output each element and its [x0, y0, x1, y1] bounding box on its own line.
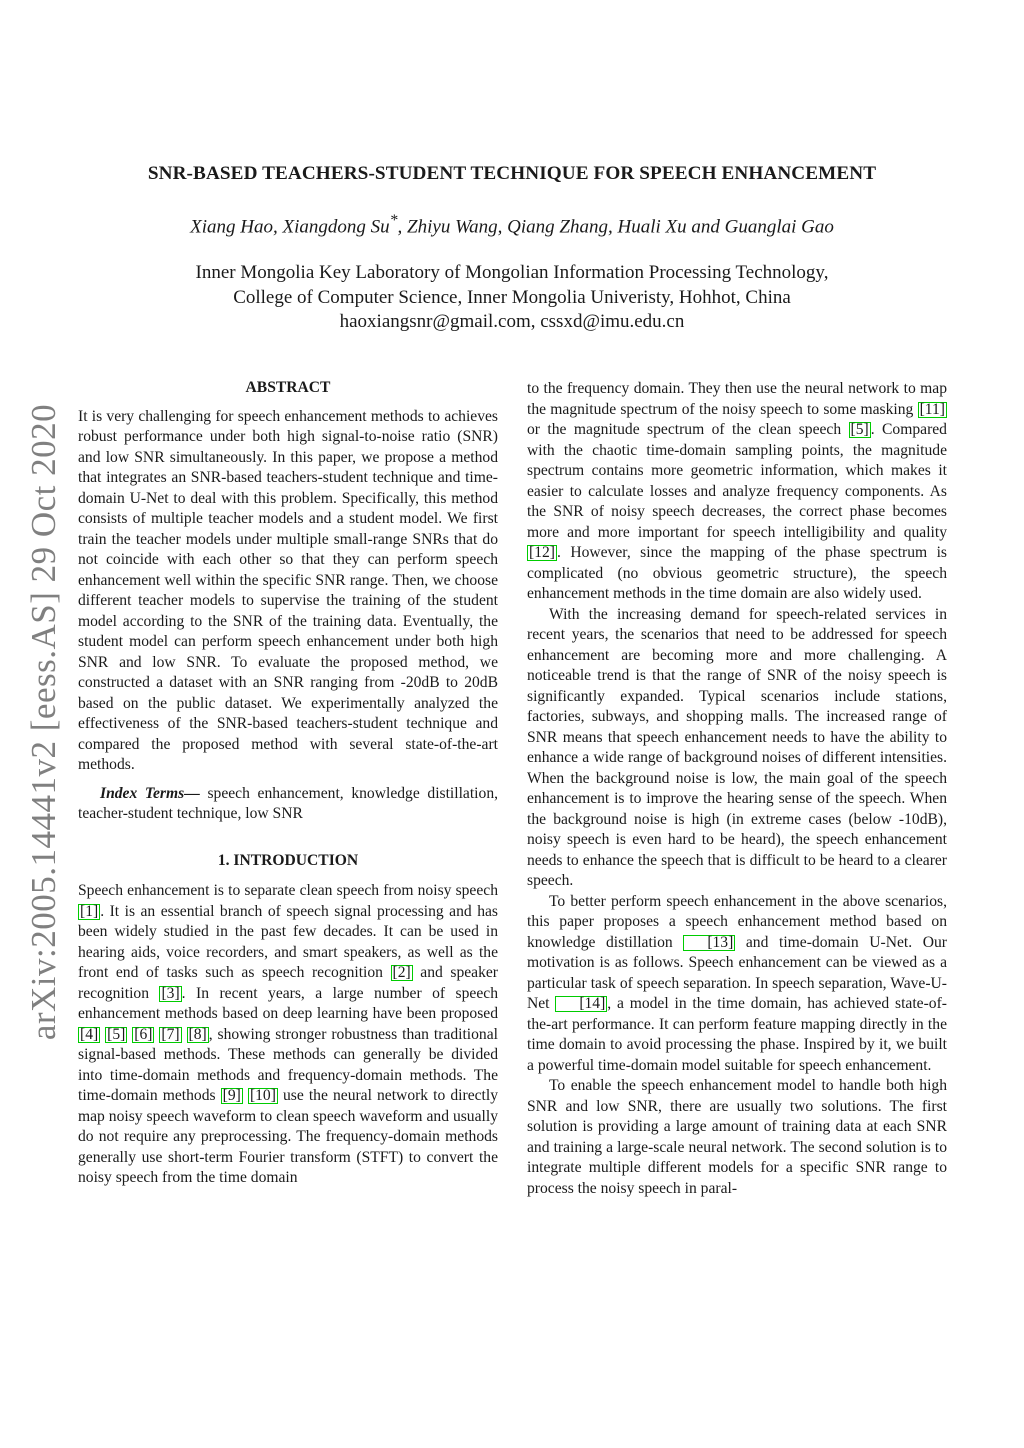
abstract-text: It is very challenging for speech enhancement methods to achieves robust performance under both high signal-to-noise ratio (SNR) and low SNR simultaneously. In this paper, we propose a method that integrates an SNR-based teachers-student technique and time-domain U-Net to deal with this problem. Specifically, this method consists of multiple teacher models and a student model. We first train the teacher models under multiple small-range SNRs that do not coincide with each other so that they can perform speech enhancement well within the specific SNR range. Then, we choose different teacher models to supervise the training of the student model according to the SNR of the training data. Eventually, the student model can perform speech enhancement under both high SNR and low SNR. To evaluate the proposed method, we constructed a dataset with an SNR ranging from -20dB to 20dB based on the public dataset. We experimentally analyzed the effectiveness of the SNR-based teachers-student technique and compared the proposed method with several state-of-the-art methods. — [78, 407, 498, 773]
text-run: and speaker recognition — [78, 964, 498, 1002]
intro-paragraph-1 — [78, 881, 498, 1189]
text-run: To better perform speech enhancement in the above scenarios, this paper proposes a speech enhancement method based on knowledge distillation — [527, 892, 947, 951]
text-run: to the frequency domain. They then use the neural network to map the magnitude spectrum of the noisy speech to some masking — [527, 380, 947, 418]
citation-link[interactable]: [2] — [392, 964, 411, 981]
citation-link[interactable]: [7] — [161, 1025, 180, 1043]
citation-link[interactable]: [11] — [919, 400, 945, 418]
text-run: . In recent years, a large number of speech enhancement methods based on deep learning have been proposed — [78, 984, 498, 1022]
index-terms-label: Index Terms— — [100, 784, 200, 802]
citation-link[interactable]: [10] — [249, 1087, 276, 1104]
text-run: . However, since the mapping of the phase spectrum is complicated (no obvious geometric structure), the speech enhancement methods in the time domain are also widely used. — [527, 544, 947, 602]
right-column — [527, 379, 947, 1199]
citation-link[interactable]: [12] — [529, 544, 555, 561]
author-list — [0, 212, 1024, 238]
citation-link[interactable]: [3] — [161, 984, 180, 1002]
intro-paragraph-1-continued — [527, 379, 947, 605]
corresponding-star: * — [389, 212, 398, 229]
intro-paragraph-2: With the increasing demand for speech-related services in recent years, the scenarios that need to be addressed for speech enhancement are becoming more and more challenging. A noticeable trend is that the range of SNR of the noisy speech is significantly expanded. Typical scenarios include stations, factories, subways, and shopping malls. The increased range of SNR means that speech enhancement needs to have the ability to enhance a wide range of background noises of different intensities. When the background noise is low, the main goal of the speech enhancement is to improve the hearing sense of the speech. When the background noise is high (in extreme cases (below -10dB), noisy speech is even hard to be heard), the speech enhancement needs to enhance the speech that is difficult to be heard to a clearer speech. — [527, 605, 947, 889]
abstract-heading: ABSTRACT — [245, 379, 331, 396]
citation-link[interactable]: [1] — [80, 902, 99, 920]
author-emails: haoxiangsnr@gmail.com, cssxd@imu.edu.cn — [339, 311, 685, 332]
citation-link[interactable]: [14] — [555, 996, 607, 1012]
authors-first: Xiang Hao, Xiangdong Su — [190, 216, 390, 238]
text-run: and time-domain U-Net. Our motivation is as follows. Speech enhancement can be viewed as a particular task of speech separation. In speech separation, Wave-U-Net — [527, 933, 947, 1012]
arxiv-identifier: arXiv:2005.14441v2 [eess.AS] 29 Oct 2020 — [24, 403, 63, 1041]
index-terms-text: speech enhancement, knowledge distillation, teacher-student technique, low SNR — [78, 784, 499, 822]
text-run: , showing stronger robustness than traditional signal-based methods. These methods can generally be divided into time-domain methods and frequency-domain methods. The time-domain methods — [78, 1025, 498, 1104]
paper-title: SNR-BASED TEACHERS-STUDENT TECHNIQUE FOR SPEECH ENHANCEMENT — [147, 163, 877, 184]
intro-paragraph-3 — [527, 892, 947, 1077]
affiliation-line-2: College of Computer Science, Inner Mongolia Univeristy, Hohhot, China — [233, 286, 791, 308]
citation-link[interactable]: [4] — [80, 1025, 99, 1043]
affiliation-line-1: Inner Mongolia Key Laboratory of Mongolian Information Processing Technology, — [195, 262, 829, 283]
text-run: use the neural network to directly map noisy speech waveform to clean speech waveform and usually do not require any preprocessing. The frequency-domain methods generally use short-term Fourier transform (STFT) to convert the noisy speech from the time domain — [78, 1087, 498, 1186]
index-terms — [78, 784, 498, 825]
text-run: , a model in the time domain, has achieved state-of-the-art performance. It can perform feature mapping directly in the time domain to avoid processing the phase. Inspired by it, we built a powerful time-domain model suitable for speech enhancement. — [527, 995, 947, 1074]
authors-rest: , Zhiyu Wang, Qiang Zhang, Huali Xu and Guanglai Gao — [397, 216, 834, 238]
citation-link[interactable]: [6] — [134, 1025, 153, 1043]
left-column — [78, 378, 498, 1189]
introduction-heading: 1. INTRODUCTION — [217, 851, 359, 869]
citation-link[interactable]: [5] — [850, 421, 869, 438]
text-run: . Compared with the chaotic time-domain sampling points, the magnitude spectrum contains more geometric information, which makes it easier to calculate losses and analyze frequency components. As the SNR of noisy speech decreases, the correct phase becomes more and more important for speech intelligibility and quality — [527, 421, 947, 541]
text-run: . It is an essential branch of speech signal processing and has been widely studied in the past few decades. It can be used in hearing aids, voice recorders, and smart speakers, as well as the front end of tasks such as speech recognition — [78, 902, 498, 981]
citation-link[interactable]: [8] — [188, 1025, 207, 1043]
citation-link[interactable]: [9] — [222, 1087, 241, 1104]
text-run: or the magnitude spectrum of the clean speech — [527, 421, 849, 438]
text-run: Speech enhancement is to separate clean speech from noisy speech — [78, 882, 498, 899]
citation-link[interactable]: [13] — [683, 935, 735, 951]
intro-paragraph-4: To enable the speech enhancement model to handle both high SNR and low SNR, there are usually two solutions. The first solution is providing a large amount of training data at each SNR and training a large-scale neural network. The second solution is to integrate multiple different models for a specific SNR range to process the noisy speech in paral- — [527, 1077, 947, 1197]
citation-link[interactable]: [5] — [107, 1025, 126, 1043]
affiliation — [0, 261, 1024, 335]
